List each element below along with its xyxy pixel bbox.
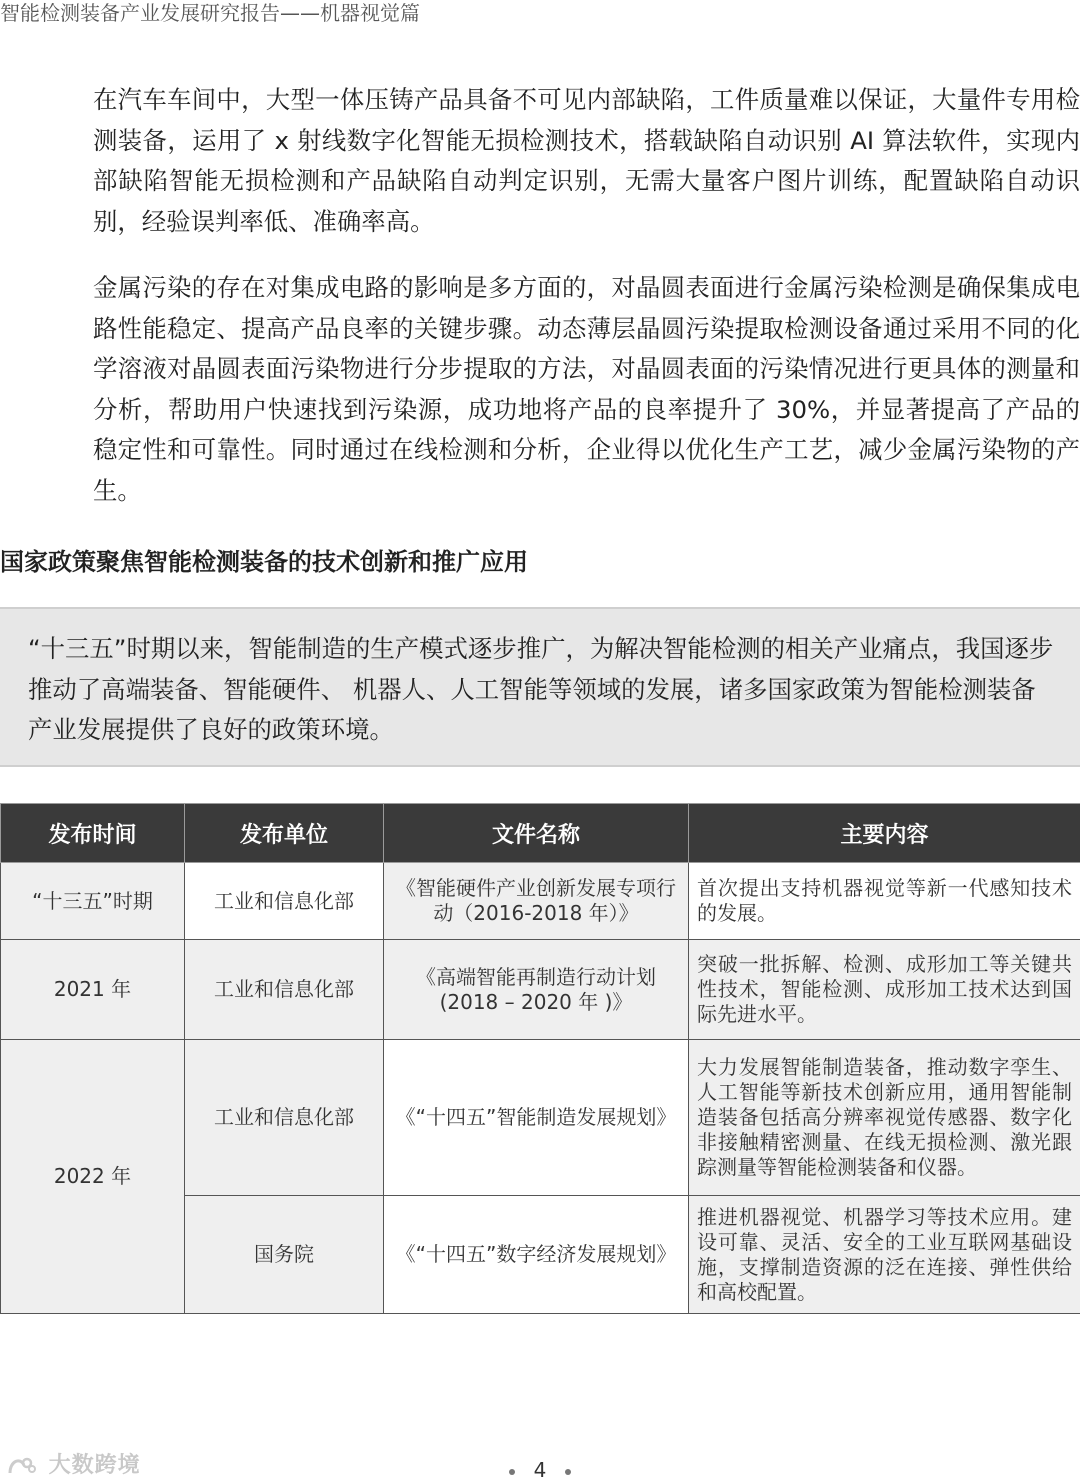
cell-time: 2021 年	[1, 940, 185, 1040]
table-row	[1, 940, 1080, 1040]
paragraph-wafer-contamination: 金属污染的存在对集成电路的影响是多方面的，对晶圆表面进行金属污染检测是确保集成电路性能稳定、提高产品良率的关键步骤。动态薄层晶圆污染提取检测设备通过采用不同的化学溶液对晶圆表面污染物进行分步提取的方法，对晶圆表面的污染情况进行更具体的测量和分析，帮助用户快速找到污染源，成功地将产品的良率提升了 30%，并显著提高了产品的稳定性和可靠性。同时通过在线检测和分析，企业得以优化生产工艺，减少金属污染物的产生。	[93, 273, 1080, 505]
column-header-time: 发布时间	[1, 804, 185, 863]
page-number: 4	[533, 1458, 547, 1482]
cell-org: 国务院	[185, 1196, 384, 1314]
footer-dot-right	[565, 1469, 571, 1475]
policy-table	[0, 803, 1080, 1314]
cell-doc: 《“十四五”智能制造发展规划》	[384, 1040, 689, 1196]
cell-doc: 《“十四五”数字经济发展规划》	[384, 1196, 689, 1314]
policy-callout-box	[0, 607, 1080, 767]
cell-content: 大力发展智能制造装备，推动数字孪生、人工智能等新技术创新应用，通用智能制造装备包括高分辨率视觉传感器、数字化非接触精密测量、在线无损检测、激光跟踪测量等智能检测装备和仪器。	[689, 1040, 1080, 1196]
cell-org: 工业和信息化部	[185, 863, 384, 940]
page-footer	[0, 1458, 1080, 1482]
column-header-org: 发布单位	[185, 804, 384, 863]
column-header-doc: 文件名称	[384, 804, 689, 863]
cell-doc: 《智能硬件产业创新发展专项行动（2016-2018 年）》	[384, 863, 689, 940]
cell-org: 工业和信息化部	[185, 940, 384, 1040]
paragraph-die-casting: 在汽车车间中，大型一体压铸产品具备不可见内部缺陷，工件质量难以保证，大量件专用检测装备，运用了 x 射线数字化智能无损检测技术，搭载缺陷自动识别 AI 算法软件，实现内部缺陷智能无损检测和产品缺陷自动判定识别，无需大量客户图片训练，配置缺陷自动识别，经验误判率低、准确率高。	[93, 85, 1080, 236]
table-row	[1, 863, 1080, 940]
callout-text: “十三五”时期以来，智能制造的生产模式逐步推广，为解决智能检测的相关产业痛点，我国逐步推动了高端装备、智能硬件、 机器人、人工智能等领域的发展，诸多国家政策为智能检测装备产业发展提供了良好的政策环境。	[28, 634, 1054, 744]
column-header-content: 主要内容	[689, 804, 1080, 863]
cell-org: 工业和信息化部	[185, 1040, 384, 1196]
cell-content: 首次提出支持机器视觉等新一代感知技术的发展。	[689, 863, 1080, 940]
cell-time: 2022 年	[1, 1040, 185, 1314]
running-header: 智能检测装备产业发展研究报告——机器视觉篇	[0, 1, 420, 25]
footer-dot-left	[509, 1469, 515, 1475]
watermark-text: 大数跨境	[48, 1453, 141, 1478]
table-header-row	[1, 804, 1080, 863]
section-heading: 国家政策聚焦智能检测装备的技术创新和推广应用	[0, 548, 528, 576]
cell-time: “十三五”时期	[1, 863, 185, 940]
cell-content: 突破一批拆解、检测、成形加工等关键共性技术，智能检测、成形加工技术达到国际先进水平。	[689, 940, 1080, 1040]
table-row	[1, 1040, 1080, 1196]
cell-doc: 《高端智能再制造行动计划 (2018 – 2020 年 )》	[384, 940, 689, 1040]
cell-content: 推进机器视觉、机器学习等技术应用。建设可靠、灵活、安全的工业互联网基础设施，支撑制造资源的泛在连接、弹性供给和高校配置。	[689, 1196, 1080, 1314]
